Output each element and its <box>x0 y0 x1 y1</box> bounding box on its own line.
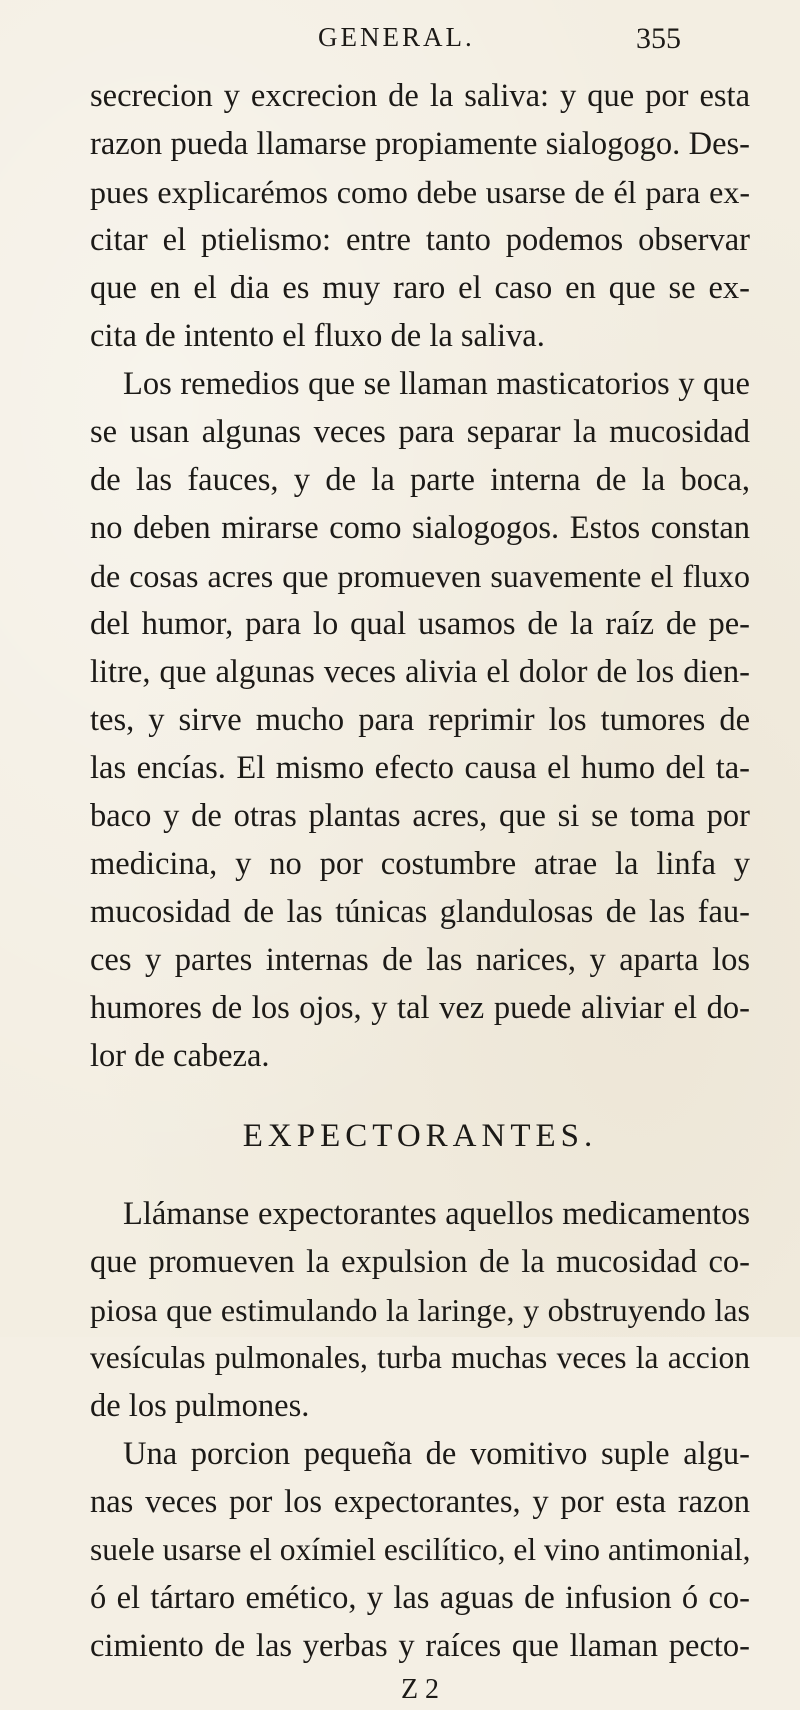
text-line: Una porcion pequeña de vomitivo suple algu- <box>123 1436 750 1472</box>
text-line: que en el dia es muy raro el caso en que se ex- <box>90 270 750 306</box>
paragraph-expectorantes <box>90 1190 750 1430</box>
text-line: cimiento de las yerbas y raíces que llaman pecto- <box>90 1628 750 1664</box>
text-line: las encías. El mismo efecto causa el humo del ta- <box>90 750 750 786</box>
paragraph-masticatorios <box>90 360 750 1080</box>
text-body <box>90 72 750 1710</box>
text-line: baco y de otras plantas acres, que si se toma por <box>90 798 750 834</box>
text-line: de las fauces, y de la parte interna de la boca, <box>90 462 750 498</box>
text-line: vesículas pulmonales, turba muchas veces la accion <box>90 1340 750 1375</box>
text-line: de los pulmones. <box>90 1388 310 1424</box>
page-number: 355 <box>636 22 681 55</box>
text-line: ó el tártaro emético, y las aguas de infusion ó co- <box>90 1580 750 1616</box>
text-line: litre, que algunas veces alivia el dolor de los dien- <box>90 654 750 690</box>
paragraph-vomitivo <box>90 1430 750 1670</box>
section-heading: EXPECTORANTES. <box>242 1118 598 1154</box>
running-title: GENERAL. <box>318 22 475 52</box>
text-line: lor de cabeza. <box>90 1038 270 1074</box>
text-line: de cosas acres que promueven suavemente el fluxo <box>90 558 750 594</box>
text-line: medicina, y no por costumbre atrae la linfa y <box>90 846 750 882</box>
text-line: cita de intento el fluxo de la saliva. <box>90 318 545 354</box>
text-line: del humor, para lo qual usamos de la raíz de pe- <box>90 606 750 642</box>
signature-mark: Z 2 <box>400 1674 440 1705</box>
text-line: secrecion y excrecion de la saliva: y que por esta <box>90 78 750 114</box>
text-line: humores de los ojos, y tal vez puede aliviar el do- <box>90 990 750 1026</box>
text-line: no deben mirarse como sialogogos. Estos constan <box>90 510 750 546</box>
text-line: tes, y sirve mucho para reprimir los tumores de <box>90 702 750 738</box>
text-line: piosa que estimulando la laringe, y obstruyendo las <box>90 1292 750 1328</box>
text-line: Los remedios que se llaman masticatorios y que <box>123 366 750 402</box>
text-line: pues explicarémos como debe usarse de él para ex- <box>90 174 750 210</box>
text-line: nas veces por los expectorantes, y por esta razon <box>90 1484 750 1520</box>
paragraph-continuation <box>90 72 750 360</box>
text-line: que promueven la expulsion de la mucosidad co- <box>90 1244 750 1280</box>
text-line: se usan algunas veces para separar la mucosidad <box>90 414 750 450</box>
running-head <box>0 12 800 62</box>
text-line: Llámanse expectorantes aquellos medicamentos <box>123 1196 750 1232</box>
text-line: razon pueda llamarse propiamente sialogogo. Des- <box>90 126 750 162</box>
text-line: citar el ptielismo: entre tanto podemos observar <box>90 222 750 258</box>
text-line: mucosidad de las túnicas glandulosas de las fau- <box>90 894 750 930</box>
text-line: suele usarse el oxímiel escilítico, el vino antimonial, <box>90 1532 751 1567</box>
text-line: ces y partes internas de las narices, y aparta los <box>90 942 750 978</box>
